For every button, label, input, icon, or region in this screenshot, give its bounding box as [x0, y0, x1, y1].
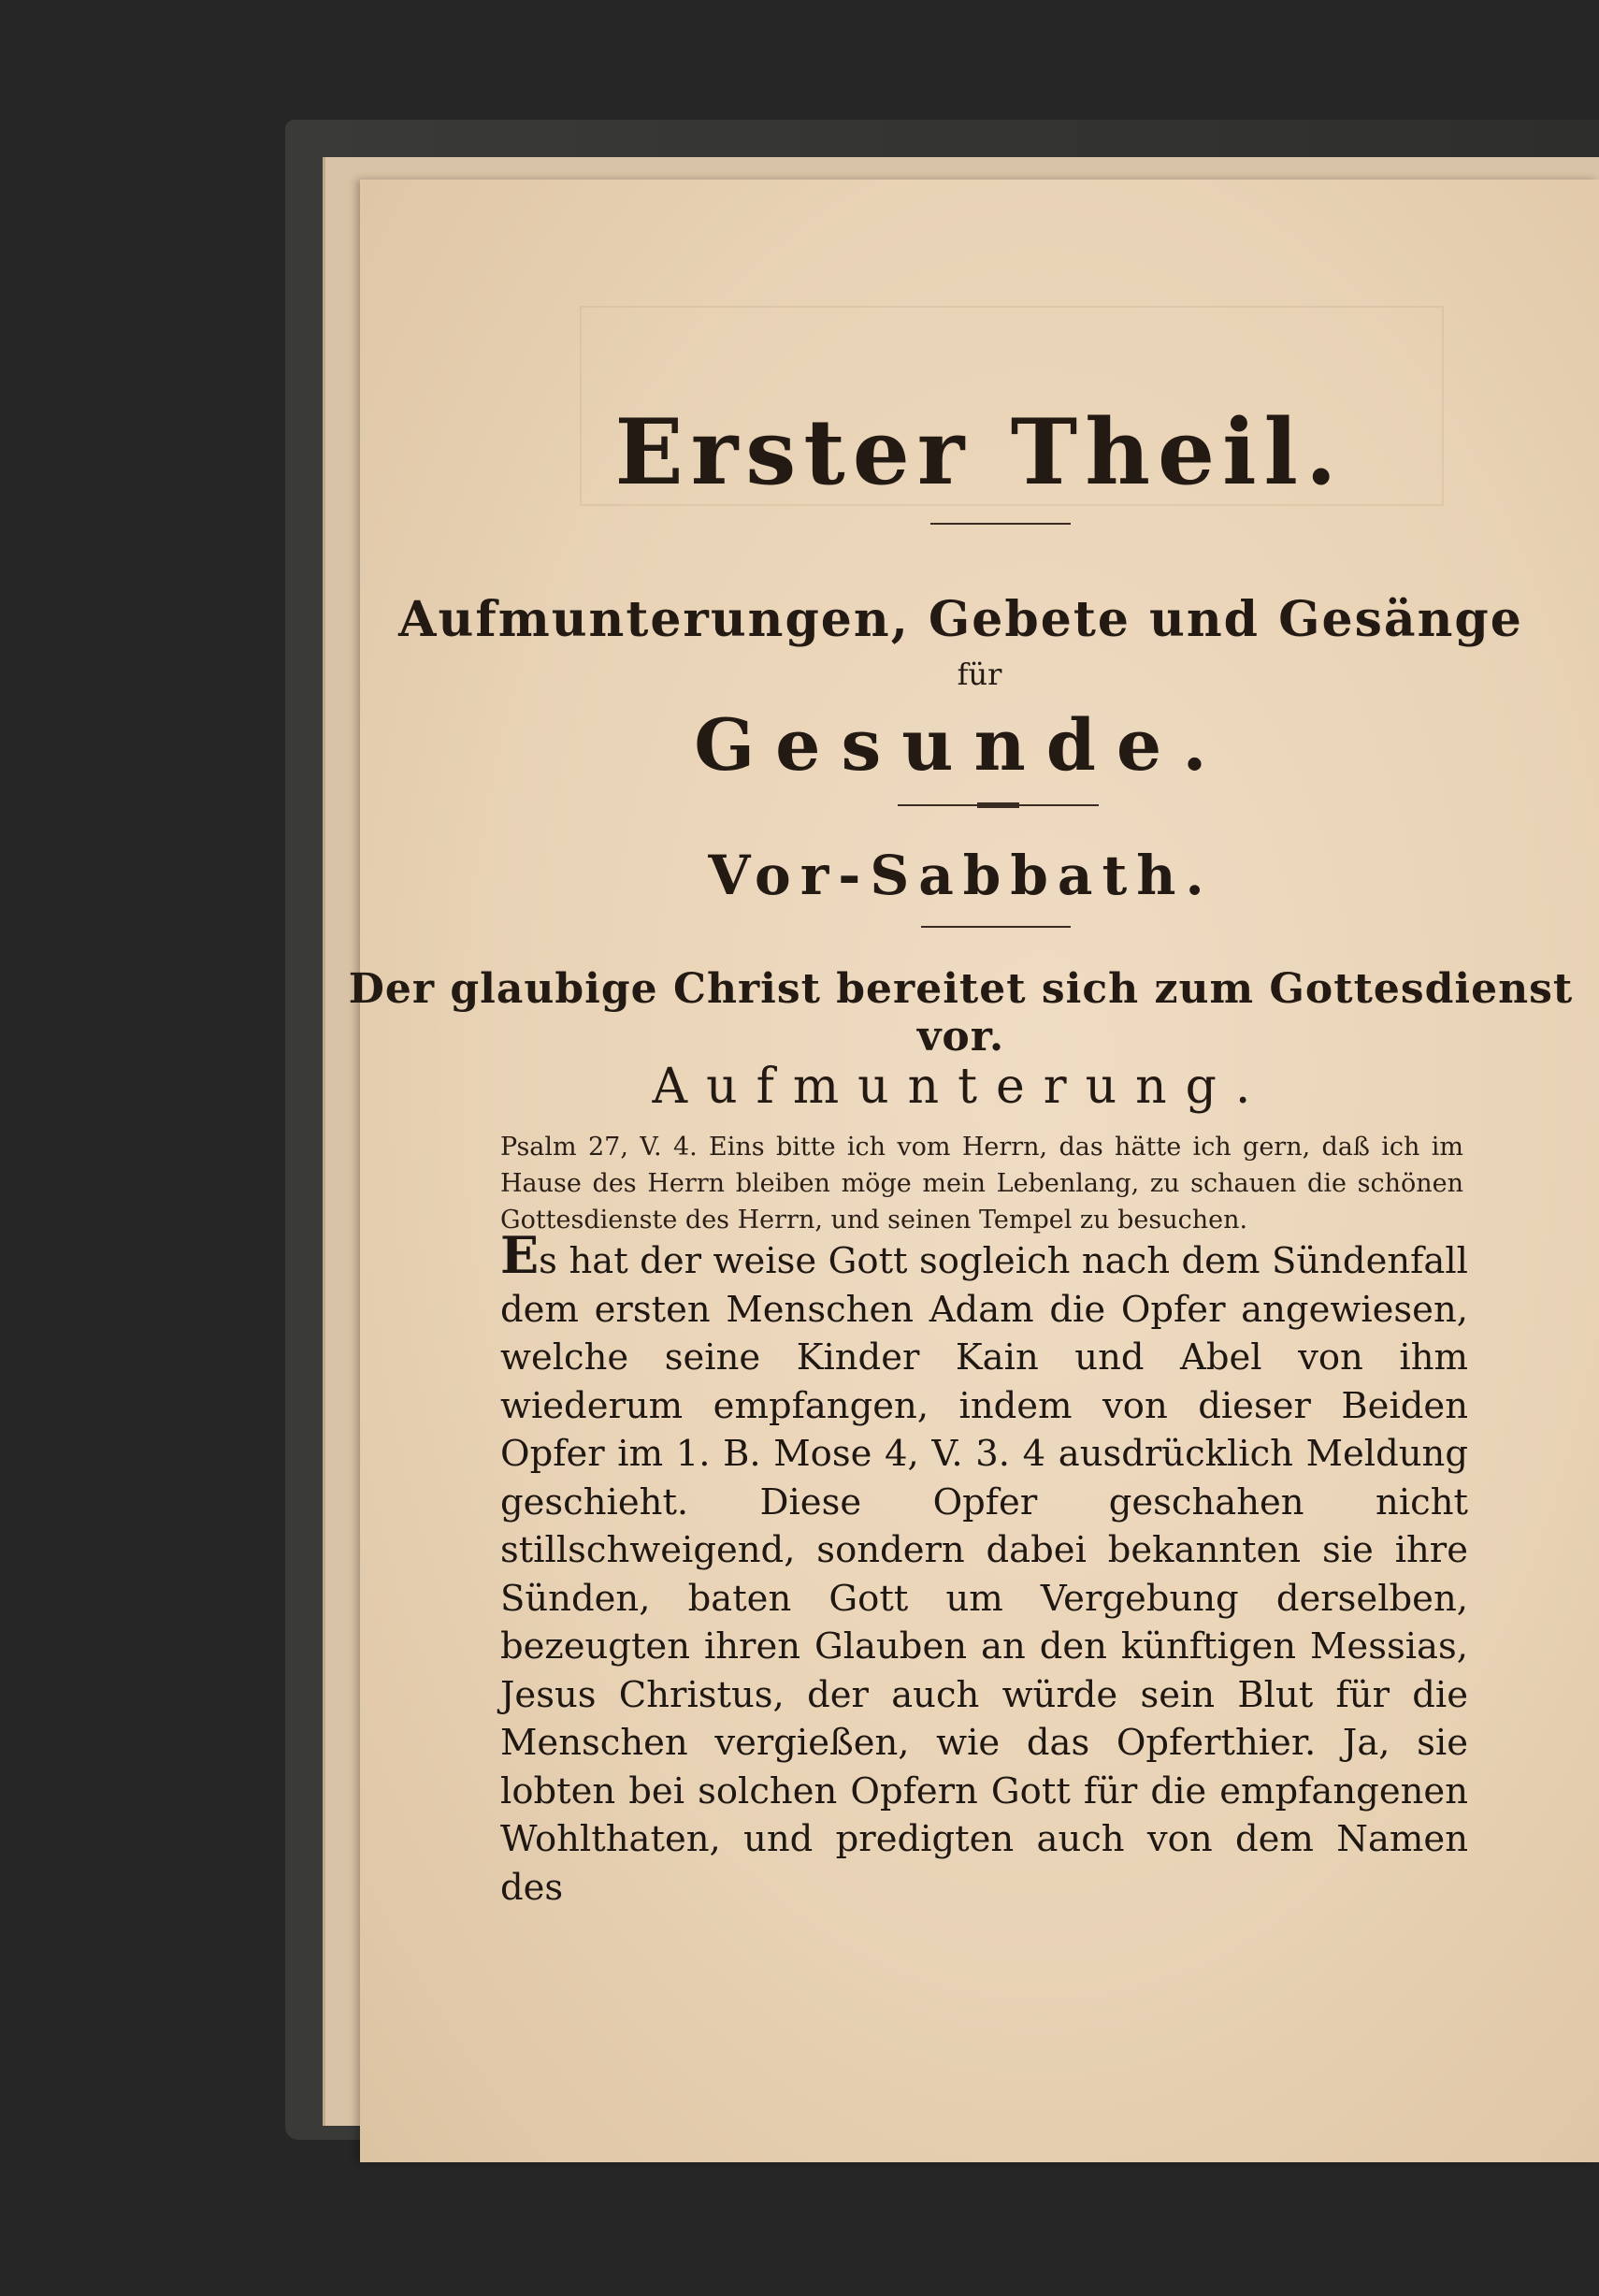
scripture-quote: Psalm 27, V. 4. Eins bitte ich vom Herrn, das hätte ich gern, daß ich im Hause des Herrn bleiben möge mein Lebenlang, zu schauen die schönen Gottesdienste des Herrn, und seinen Tempel zu besuchen.	[500, 1133, 1463, 1235]
title-rule	[930, 523, 1071, 525]
chapter-heading: Der glaubige Christ bereitet sich zum Gottesdienst vor.	[348, 965, 1574, 1061]
section-rule	[921, 926, 1071, 928]
ornament-rule	[898, 804, 1099, 806]
drop-initial: E	[500, 1225, 540, 1285]
audience-title: Gesunde.	[694, 703, 1228, 787]
for-word: für	[957, 657, 1002, 692]
section-title: Vor-Sabbath.	[708, 844, 1214, 907]
subheading: Aufmunterung.	[652, 1059, 1270, 1115]
subtitle: Aufmunterungen, Gebete und Gesänge	[398, 591, 1523, 648]
part-title: Erster Theil.	[614, 399, 1345, 505]
body-paragraph	[500, 1225, 1468, 1912]
body-text: s hat der weise Gott sogleich nach dem Sündenfall dem ersten Menschen Adam die Opfer angewiesen, welche seine Kinder Kain und Abel von ihm wiederum empfangen, indem von dieser Beiden Opfer im 1. B. Mose 4, V. 3. 4 ausdrücklich Meldung geschieht. Diese Opfer geschahen nicht stillschweigend, sondern dabei bekannten sie ihre Sünden, baten Gott um Vergebung derselben, bezeugten ihren Glauben an den künftigen Messias, Jesus Christus, der auch würde sein Blut für die Menschen vergießen, wie das Opferthier. Ja, sie lobten bei solchen Opfern Gott für die empfangenen Wohlthaten, und predigten auch von dem Namen des	[500, 1240, 1468, 1909]
book-page	[348, 180, 1599, 2162]
